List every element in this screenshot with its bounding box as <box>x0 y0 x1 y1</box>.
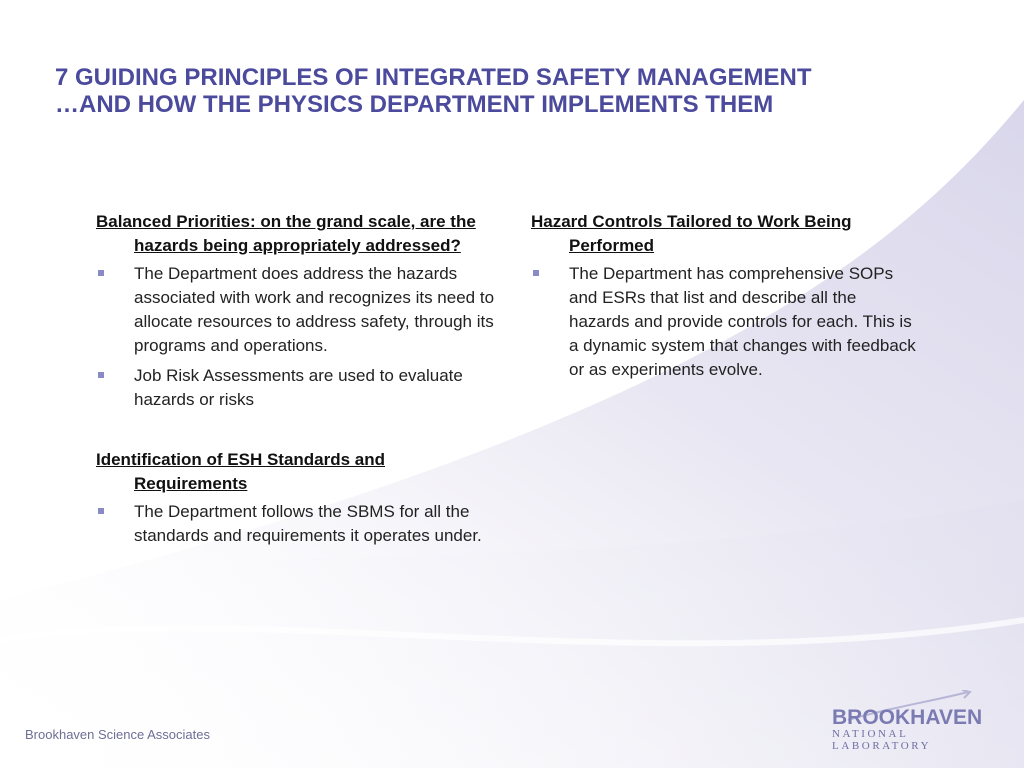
list-item <box>96 500 496 548</box>
section-heading-esh-standards: Identification of ESH Standards and Requirements <box>96 450 386 493</box>
left-column <box>96 210 496 554</box>
list-item <box>96 262 496 358</box>
section-heading-hazard-controls: Hazard Controls Tailored to Work Being Performed <box>531 212 852 255</box>
title-line-1: 7 GUIDING PRINCIPLES OF INTEGRATED SAFETY MANAGEMENT <box>55 64 812 91</box>
esh-standards-list <box>96 500 496 548</box>
section-heading-balanced-priorities: Balanced Priorities: on the grand scale, are the hazards being appropriately addressed? <box>96 212 476 255</box>
square-bullet-icon <box>533 270 539 276</box>
list-item <box>96 364 496 412</box>
list-item-text: The Department does address the hazards associated with work and recognizes its need to allocate resources to address safety, through its programs and operations. <box>134 264 495 355</box>
title-line-2: …AND HOW THE PHYSICS DEPARTMENT IMPLEMENTS THEM <box>55 91 774 118</box>
square-bullet-icon <box>98 508 104 514</box>
list-item-text: The Department follows the SBMS for all the standards and requirements it operates under. <box>134 502 482 545</box>
square-bullet-icon <box>98 270 104 276</box>
square-bullet-icon <box>98 372 104 378</box>
brookhaven-logo <box>828 690 1008 750</box>
list-item <box>531 262 921 382</box>
logo-wordmark: BROOKHAVEN <box>832 706 983 729</box>
logo-subtitle: NATIONAL LABORATORY <box>832 728 932 752</box>
slide-title <box>55 64 995 118</box>
right-column <box>531 210 921 388</box>
hazard-controls-list <box>531 262 921 382</box>
list-item-text: The Department has comprehensive SOPs and ESRs that list and describe all the hazards and provide controls for each. This is a dynamic system that changes with feedback or as experiments evolve. <box>569 264 916 379</box>
footer-organization: Brookhaven Science Associates <box>25 727 210 742</box>
list-item-text: Job Risk Assessments are used to evaluate hazards or risks <box>134 366 463 409</box>
balanced-priorities-list <box>96 262 496 412</box>
